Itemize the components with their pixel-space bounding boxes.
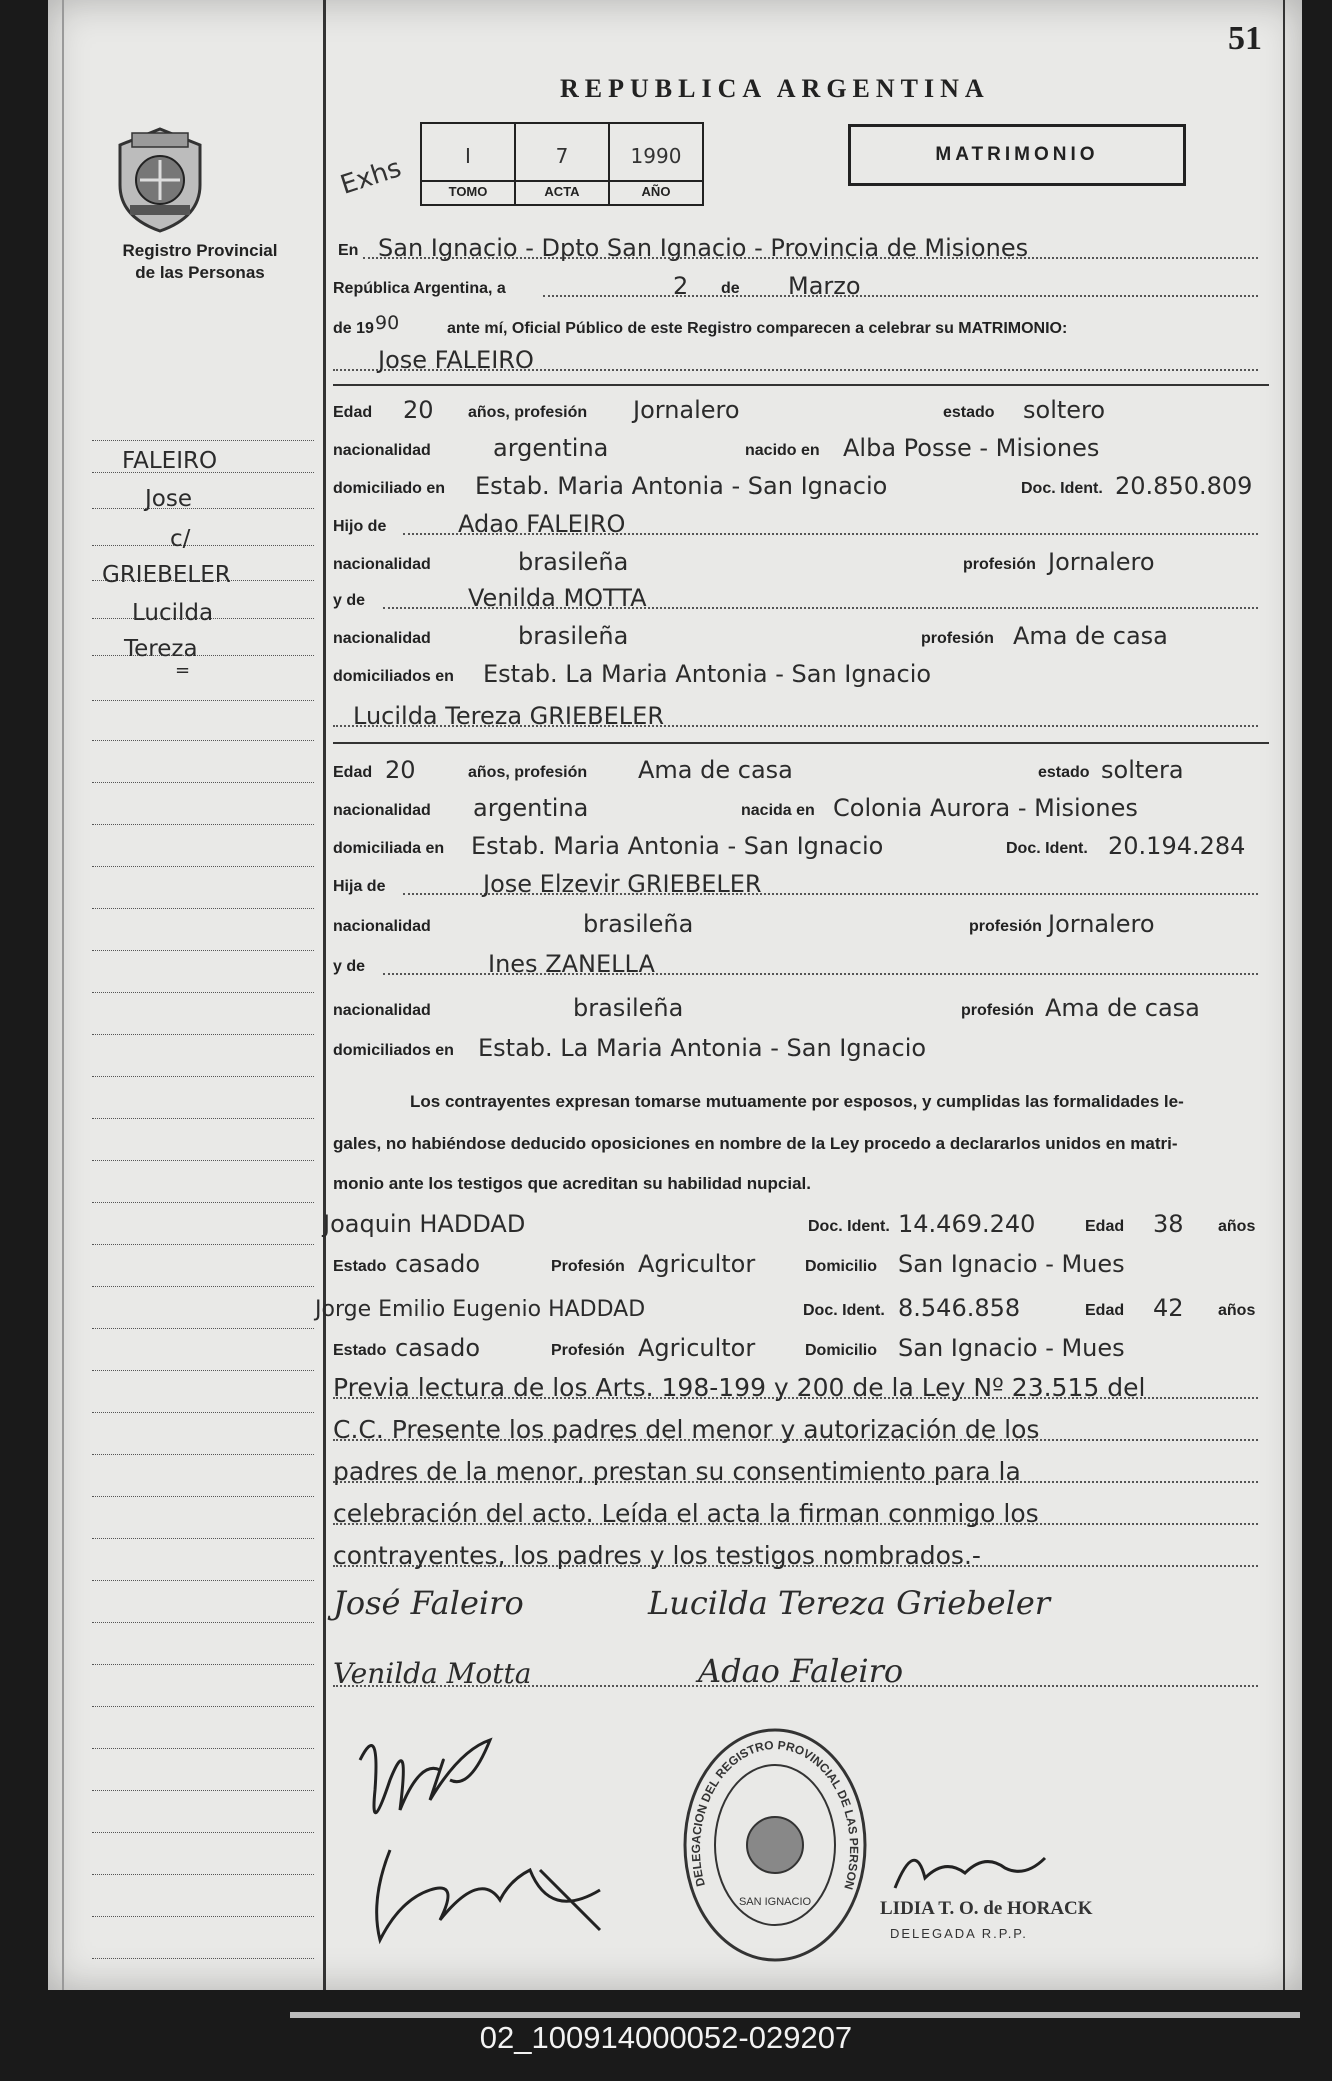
groom-signature: José Faleiro <box>333 1584 524 1622</box>
stamp-city: SAN IGNACIO <box>738 1896 812 1908</box>
margin-surname1: FALEIRO <box>122 448 218 474</box>
edad-label: Edad <box>1085 1218 1125 1235</box>
groom-age: 20 <box>403 396 434 424</box>
anos-prof-label: años, profesión <box>468 404 588 421</box>
margin-mark: = <box>175 660 191 681</box>
en-label: En <box>338 242 359 259</box>
groom-father-nac-row <box>333 544 1261 578</box>
groom-father-profession: Jornalero <box>1048 548 1155 576</box>
act-type-box: MATRIMONIO <box>848 124 1186 186</box>
margin-conn: c/ <box>170 526 191 552</box>
margin-name2b: Tereza <box>124 636 198 662</box>
hijo-label: Hijo de <box>333 518 387 535</box>
groom-nac-row <box>333 430 1261 464</box>
right-rule <box>1283 0 1285 1990</box>
profesion-label: profesión <box>921 630 994 647</box>
domiciliado-label: domiciliado en <box>333 480 446 497</box>
father-signature: Adao Faleiro <box>698 1652 904 1690</box>
profesion-label: Profesión <box>551 1342 625 1359</box>
day-value: 2 <box>673 272 689 300</box>
groom-mother-row <box>333 580 1261 614</box>
note-row <box>333 1454 1261 1488</box>
nacido-label: nacido en <box>745 442 820 459</box>
bride-age-row <box>333 752 1261 786</box>
registry-name-line2: de las Personas <box>135 263 265 282</box>
edad-label: Edad <box>1085 1302 1125 1319</box>
bride-nac-row <box>333 790 1261 824</box>
margin-name1: Jose <box>145 486 192 512</box>
profesion-label: Profesión <box>551 1258 625 1275</box>
bride-age: 20 <box>385 756 416 784</box>
witness2-estado: casado <box>395 1334 481 1362</box>
de-label: de <box>721 280 740 297</box>
groom-father: Adao FALEIRO <box>458 510 626 538</box>
groom-estado: soltero <box>1023 396 1106 424</box>
page-number: 51 <box>1228 20 1262 57</box>
witness2-doc: 8.546.858 <box>898 1294 1021 1322</box>
doc-label: Doc. Ident. <box>1021 480 1103 497</box>
note-line-2: C.C. Presente los padres del menor y autorización de los <box>333 1415 1040 1444</box>
tomo-cell <box>422 124 516 204</box>
domiciliados-label: domiciliados en <box>333 668 454 685</box>
doc-label: Doc. Ident. <box>803 1302 885 1319</box>
yde-label: y de <box>333 958 366 975</box>
groom-address: Estab. Maria Antonia - San Ignacio <box>475 472 888 500</box>
groom-father-nationality: brasileña <box>518 548 629 576</box>
declaration-line2: gales, no habiéndose deducido oposiciones en nombre de la Ley procedo a declararlos unidos en matri- <box>333 1134 1178 1153</box>
groom-mother: Venilda MOTTA <box>468 584 647 612</box>
margin-rule <box>323 0 326 1990</box>
nacionalidad-label: nacionalidad <box>333 1002 431 1019</box>
groom-parents-address: Estab. La Maria Antonia - San Ignacio <box>483 660 932 688</box>
groom-mother-nationality: brasileña <box>518 622 629 650</box>
witness1-age: 38 <box>1153 1210 1184 1238</box>
witness2-name: Jorge Emilio Eugenio HADDAD <box>315 1297 646 1322</box>
bride-dom-row <box>333 828 1261 862</box>
anos-prof-label: años, profesión <box>468 764 588 781</box>
bride-address: Estab. Maria Antonia - San Ignacio <box>471 832 884 860</box>
margin-name2a: Lucilda <box>132 600 214 626</box>
place-row <box>333 230 1261 264</box>
year-prefix: de 19 <box>333 320 374 337</box>
note-line-5: contrayentes, los padres y los testigos nombrados.- <box>333 1541 981 1570</box>
bride-signature: Lucilda Tereza Griebeler <box>648 1584 1051 1622</box>
edad-label: Edad <box>333 404 373 421</box>
profesion-label: profesión <box>961 1002 1034 1019</box>
nacida-label: nacida en <box>741 802 815 819</box>
mother-signature: Venilda Motta <box>333 1657 532 1690</box>
scan-strip <box>290 2012 1300 2018</box>
note-row <box>333 1496 1261 1530</box>
bride-parents-dom-row <box>333 1030 1261 1064</box>
anos-label: años <box>1218 1218 1256 1235</box>
groom-dom-row <box>333 468 1261 502</box>
bride-name-row <box>333 698 1261 732</box>
witness2-age: 42 <box>1153 1294 1184 1322</box>
document-title: REPUBLICA ARGENTINA <box>560 74 990 103</box>
note-line-1: Previa lectura de los Arts. 198-199 y 200 de la Ley Nº 23.515 del <box>333 1373 1146 1402</box>
witness2-detail-row <box>333 1330 1261 1364</box>
left-edge-rule <box>62 0 64 1990</box>
bride-nationality: argentina <box>473 794 589 822</box>
official-name: LIDIA T. O. de HORACK <box>880 1898 1093 1919</box>
profesion-label: profesión <box>963 556 1036 573</box>
bride-parents-address: Estab. La Maria Antonia - San Ignacio <box>478 1034 927 1062</box>
domicilio-label: Domicilio <box>805 1342 878 1359</box>
estado-label: Estado <box>333 1258 387 1275</box>
witness1-profession: Agricultor <box>638 1250 756 1278</box>
yde-label: y de <box>333 592 366 609</box>
note-row <box>333 1538 1261 1572</box>
note-row <box>333 1412 1261 1446</box>
groom-age-row <box>333 392 1261 426</box>
edad-label: Edad <box>333 764 373 781</box>
witness1-doc: 14.469.240 <box>898 1210 1036 1238</box>
acta-label: ACTA <box>516 180 608 204</box>
registry-name-line1: Registro Provincial <box>122 241 278 260</box>
note-line-4: celebración del acto. Leída el acta la firman conmigo los <box>333 1499 1039 1528</box>
witness1-estado: casado <box>395 1250 481 1278</box>
provincial-seal-icon <box>110 125 210 235</box>
groom-name: Jose FALEIRO <box>378 346 534 374</box>
bride-estado: soltera <box>1101 756 1184 784</box>
anio-value: 1990 <box>630 144 682 168</box>
year-suffix: 90 <box>375 312 400 334</box>
groom-parents-dom-row <box>333 656 1261 690</box>
official-signature <box>885 1838 1055 1898</box>
tomo-value: I <box>465 144 471 168</box>
bride-father-nationality: brasileña <box>583 910 694 938</box>
witness2-address: San Ignacio - Mues <box>898 1334 1125 1362</box>
note-row <box>333 1370 1261 1404</box>
nacionalidad-label: nacionalidad <box>333 630 431 647</box>
stamp-text: DELEGACION DEL REGISTRO PROVINCIAL DE LAS PERSON <box>688 1737 862 1892</box>
doc-label: Doc. Ident. <box>808 1218 890 1235</box>
groom-birthplace: Alba Posse - Misiones <box>843 434 1100 462</box>
bride-father-nac-row <box>333 906 1261 940</box>
groom-mother-profession: Ama de casa <box>1013 622 1168 650</box>
hija-label: Hija de <box>333 878 386 895</box>
anio-label: AÑO <box>610 180 702 204</box>
nacionalidad-label: nacionalidad <box>333 442 431 459</box>
signature-row-2 <box>333 1648 1261 1692</box>
anio-cell <box>610 124 702 204</box>
bride-mother-nac-row <box>333 990 1261 1024</box>
note-line-3: padres de la menor, prestan su consentimiento para la <box>333 1457 1021 1486</box>
tomo-label: TOMO <box>422 180 514 204</box>
margin-surname2: GRIEBELER <box>102 562 231 588</box>
groom-nationality: argentina <box>493 434 609 462</box>
official-title: DELEGADA R.P.P. <box>890 1926 1028 1941</box>
bride-name: Lucilda Tereza GRIEBELER <box>353 702 665 730</box>
republica-label: República Argentina, a <box>333 280 506 297</box>
declaration-line3: monio ante los testigos que acreditan su habilidad nupcial. <box>333 1174 811 1193</box>
date-row <box>333 268 1261 302</box>
estado-label: estado <box>943 404 995 421</box>
witness2-row <box>315 1290 1261 1324</box>
record-box <box>420 122 704 206</box>
estado-label: Estado <box>333 1342 387 1359</box>
bride-mother-nationality: brasileña <box>573 994 684 1022</box>
bride-father: Jose Elzevir GRIEBELER <box>483 870 762 898</box>
separator <box>333 384 1269 386</box>
groom-mother-nac-row <box>333 618 1261 652</box>
exhs-mark: Exhs <box>336 153 405 201</box>
groom-profession: Jornalero <box>633 396 740 424</box>
signature-row-1 <box>333 1580 1261 1624</box>
place-value: San Ignacio - Dpto San Ignacio - Provincia de Misiones <box>378 234 1029 262</box>
witness1-address: San Ignacio - Mues <box>898 1250 1125 1278</box>
scan-code: 02_100914000052-029207 <box>479 2020 853 2055</box>
bride-profession: Ama de casa <box>638 756 793 784</box>
witness1-name: Joaquin HADDAD <box>323 1210 526 1238</box>
bride-birthplace: Colonia Aurora - Misiones <box>833 794 1138 822</box>
acta-cell <box>516 124 610 204</box>
anos-label: años <box>1218 1302 1256 1319</box>
witness1-detail-row <box>333 1246 1261 1280</box>
estado-label: estado <box>1038 764 1090 781</box>
nacionalidad-label: nacionalidad <box>333 556 431 573</box>
bride-father-profession: Jornalero <box>1048 910 1155 938</box>
doc-label: Doc. Ident. <box>1006 840 1088 857</box>
witness-signatures <box>340 1700 620 1960</box>
appear-text: ante mí, Oficial Público de este Registro comparecen a celebrar su MATRIMONIO: <box>447 320 1068 337</box>
bride-mother-profession: Ama de casa <box>1045 994 1200 1022</box>
acta-value: 7 <box>555 144 569 168</box>
separator <box>333 742 1269 744</box>
witness1-row <box>323 1206 1261 1240</box>
bride-mother-row <box>333 946 1261 980</box>
registry-stamp <box>680 1725 870 1965</box>
groom-doc: 20.850.809 <box>1115 472 1253 500</box>
witness2-profession: Agricultor <box>638 1334 756 1362</box>
bride-father-row <box>333 866 1261 900</box>
domiciliados-label: domiciliados en <box>333 1042 454 1059</box>
bride-mother: Ines ZANELLA <box>488 950 655 978</box>
bride-doc: 20.194.284 <box>1108 832 1246 860</box>
domiciliada-label: domiciliada en <box>333 840 445 857</box>
profesion-label: profesión <box>969 918 1042 935</box>
domicilio-label: Domicilio <box>805 1258 878 1275</box>
nacionalidad-label: nacionalidad <box>333 802 431 819</box>
groom-father-row <box>333 506 1261 540</box>
registry-name <box>100 240 300 284</box>
nacionalidad-label: nacionalidad <box>333 918 431 935</box>
groom-name-row <box>333 342 1261 376</box>
declaration-line1: Los contrayentes expresan tomarse mutuamente por esposos, y cumplidas las formalidades le- <box>410 1092 1184 1111</box>
month-value: Marzo <box>788 272 861 300</box>
year-row <box>333 308 1261 342</box>
